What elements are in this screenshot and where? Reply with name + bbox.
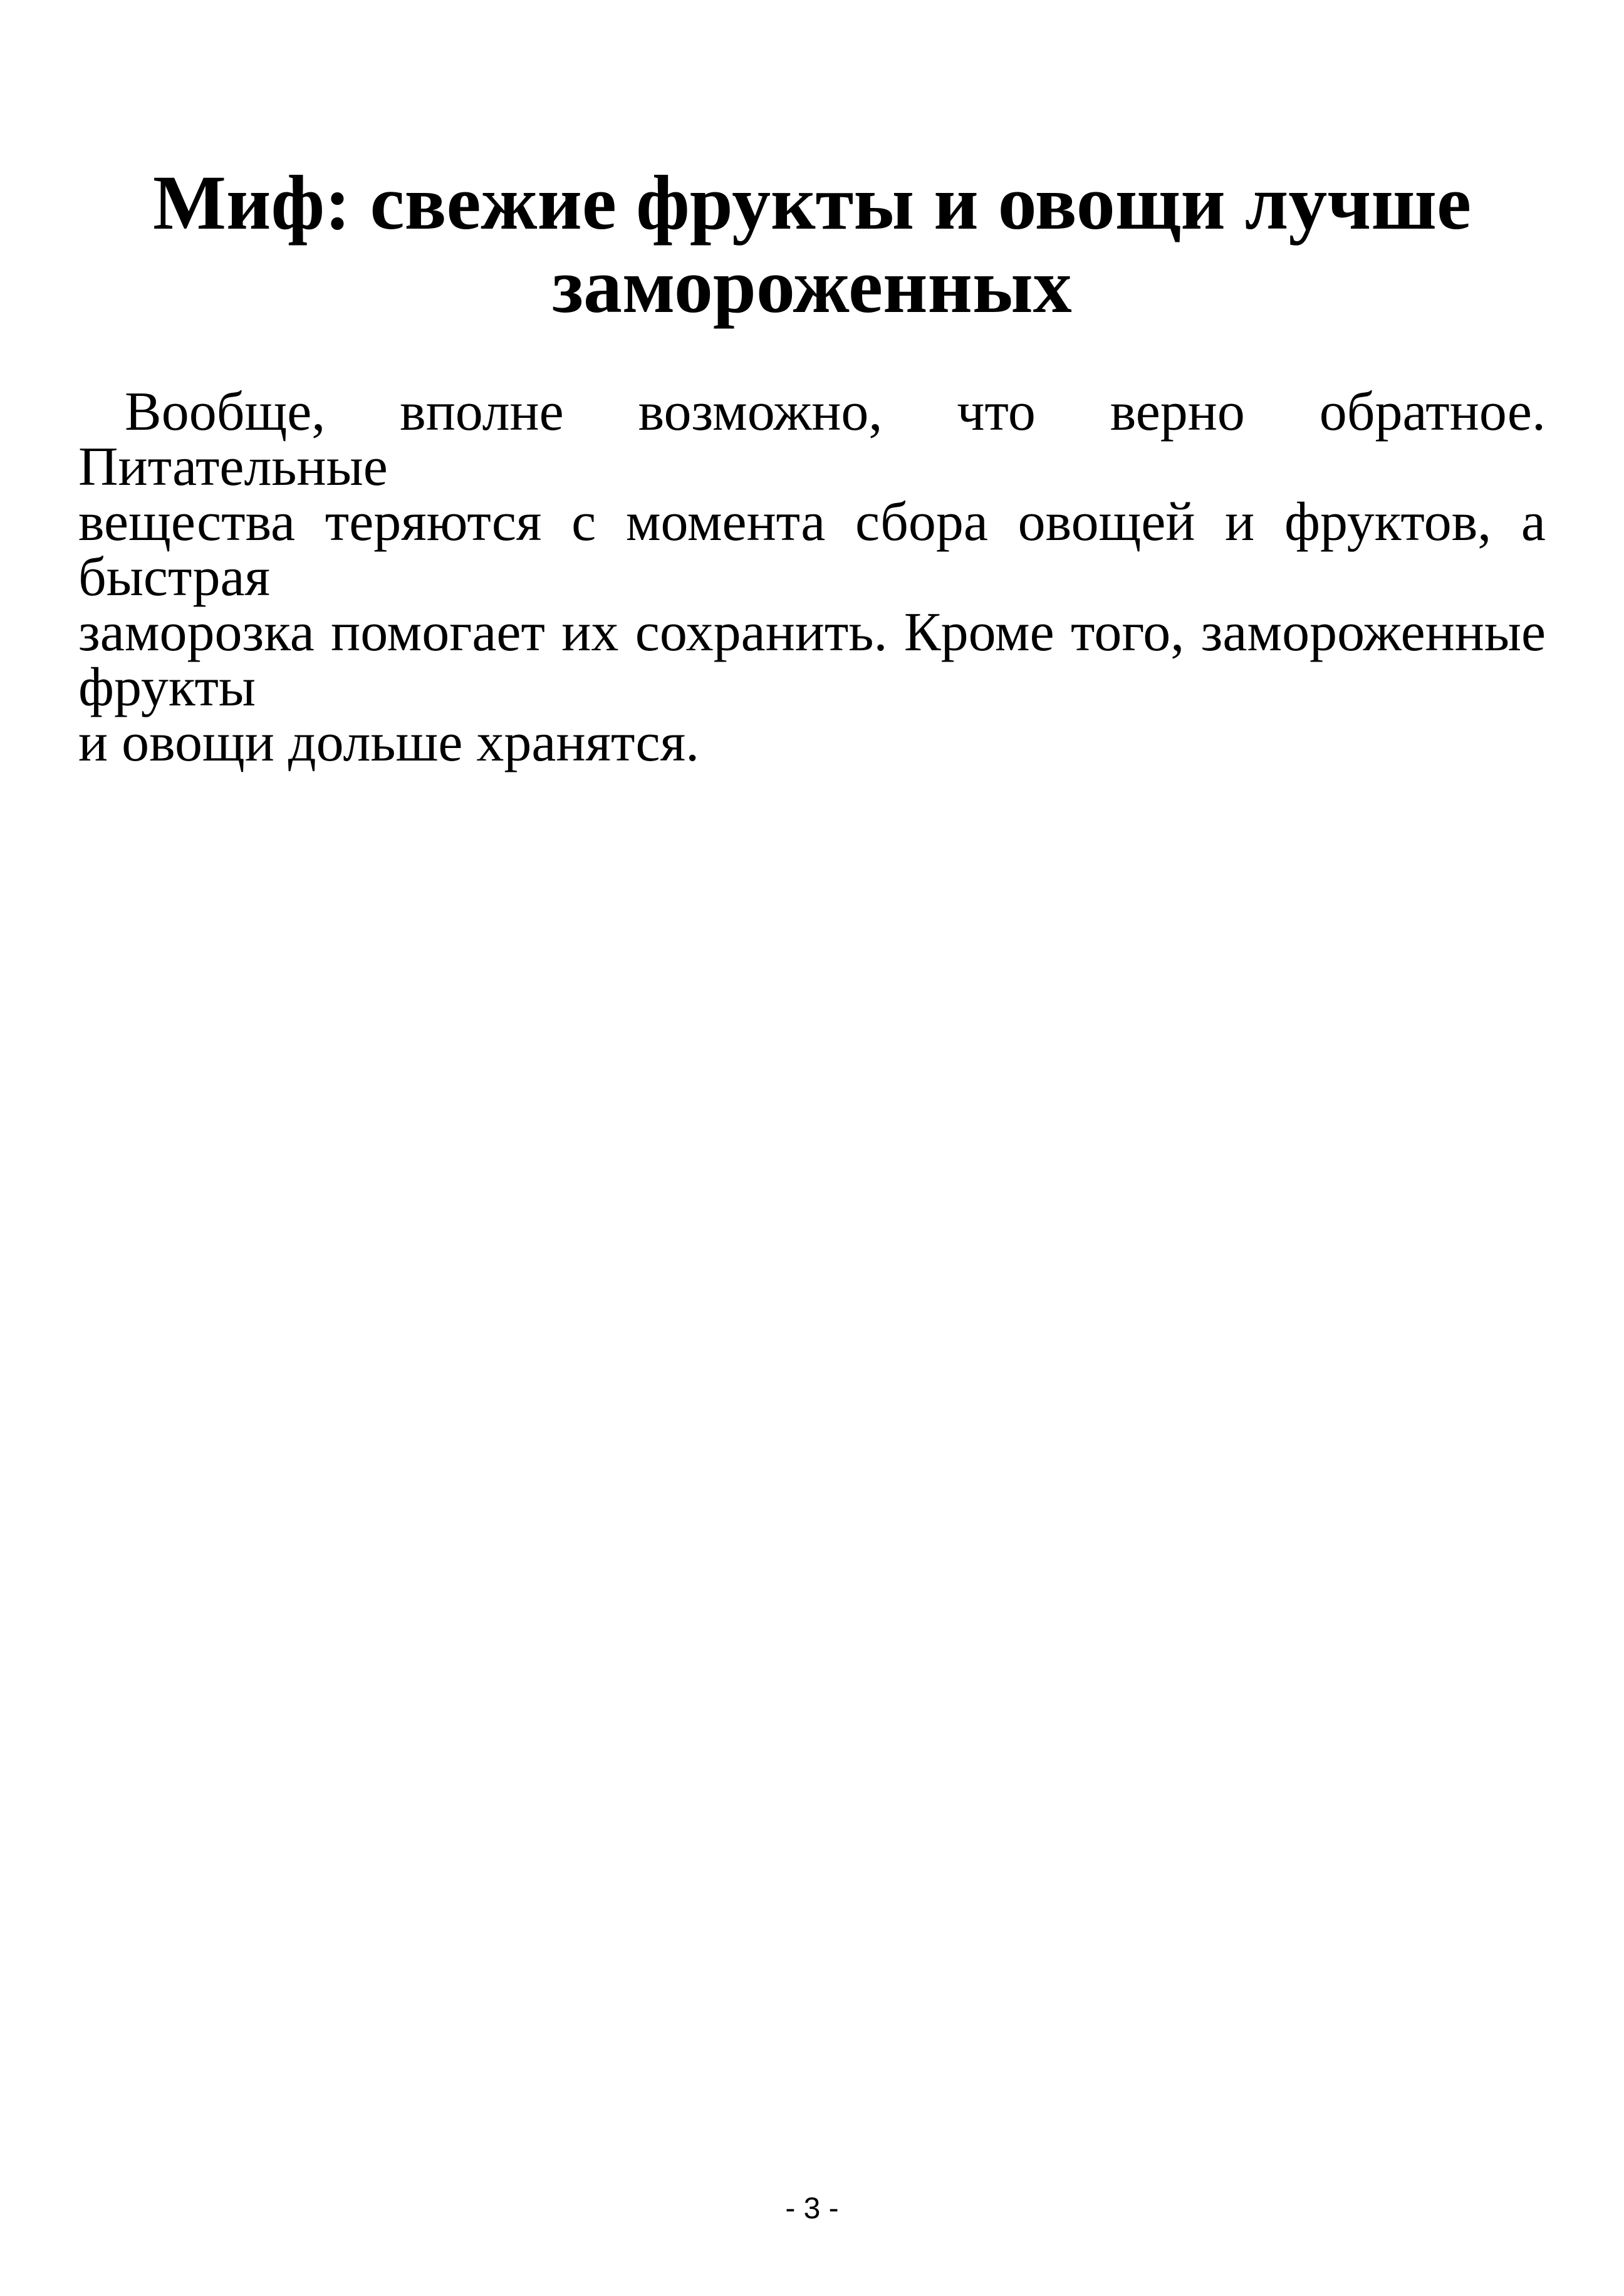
- page-title-line-1: Миф: свежие фрукты и овощи лучше: [152, 160, 1472, 246]
- page-title: [78, 162, 1546, 328]
- body-paragraph: [78, 382, 1546, 774]
- paragraph-line-4: и овощи дольше хранятся.: [78, 712, 700, 774]
- paragraph-line-2: вещества теряются с момента сбора овощей и фруктов, а быстрая: [78, 492, 1546, 608]
- page-title-line-2: замороженных: [552, 242, 1072, 329]
- paragraph-line-1: Вообще, вполне возможно, что верно обратное. Питательные: [78, 382, 1546, 498]
- page-number: - 3 -: [785, 2192, 839, 2225]
- paragraph-line-3: заморозка помогает их сохранить. Кроме того, замороженные фрукты: [78, 602, 1546, 719]
